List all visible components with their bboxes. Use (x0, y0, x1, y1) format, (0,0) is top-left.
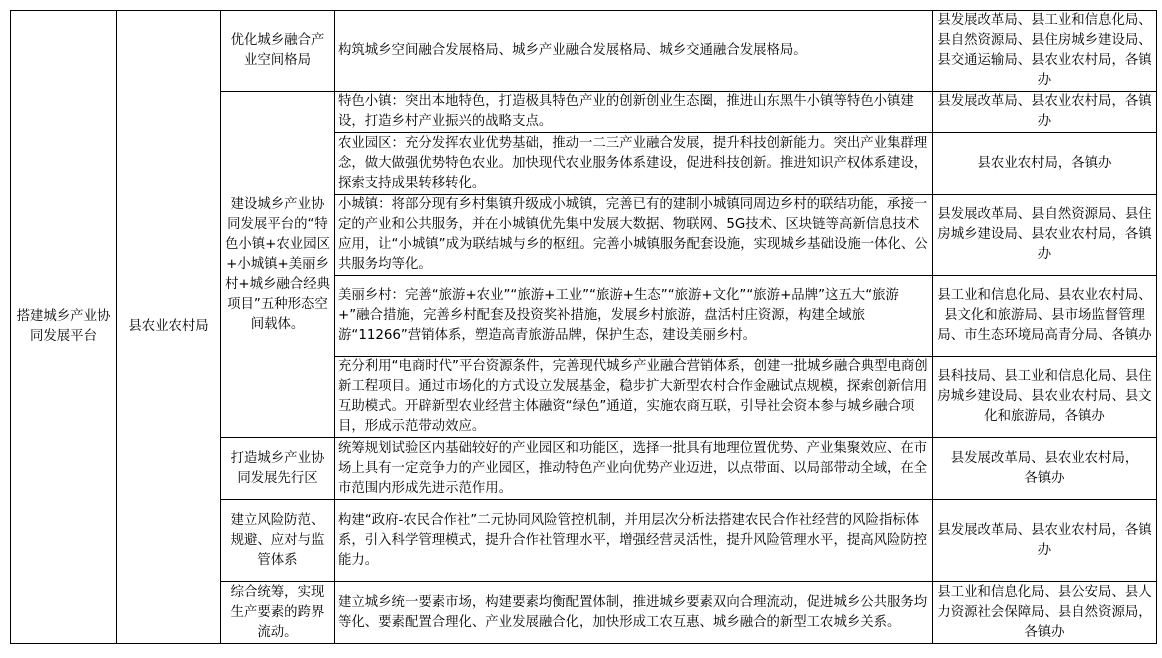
department-cell: 县发展改革局、县自然资源局、县住房城乡建设局、县农业农村局，各镇办 (933, 195, 1157, 276)
content-cell: 建立城乡统一要素市场，构建要素均衡配置体制，推进城乡要素双向合理流动，促进城乡公共服务均等化、要素配置合理化、产业发展融合化，加快形成工农互惠、城乡融合的新型工农城乡关系。 (335, 582, 933, 644)
content-cell: 美丽乡村：完善“旅游+农业”“旅游+工业”“旅游+生态”“旅游+文化”“旅游+品牌”这五大“旅游+”融合措施，完善乡村配套及投资奖补措施，发展乡村旅游，盘活村庄资源，构建全域旅游“11266”营销体系，塑造高青旅游品牌，保护生态，建设美丽乡村。 (335, 276, 933, 357)
content-cell: 特色小镇：突出本地特色，打造极具特色产业的创新创业生态圈，推进山东黑牛小镇等特色小镇建设，打造乡村产业振兴的战略支点。 (335, 92, 933, 133)
department-cell: 县工业和信息化局、县公安局、县人力资源社会保障局、县自然资源局，各镇办 (933, 582, 1157, 644)
department-cell: 县发展改革局、县农业农村局，各镇办 (933, 92, 1157, 133)
department-text: 各镇办 (1024, 470, 1065, 486)
measure-cell: 优化城乡融合产业空间格局 (221, 11, 335, 92)
department-cell: 县农业农村局，各镇办 (933, 133, 1157, 195)
policy-table (10, 10, 1157, 644)
table-row (11, 11, 1157, 92)
content-cell: 统筹规划试验区内基础较好的产业园区和功能区，选择一批具有地理位置优势、产业集聚效应、在市场上具有一定竞争力的产业园区，推动特色产业向优势产业迈进，以点带面、以局部带动全域，在全市范围内形成先进示范作用。 (335, 438, 933, 500)
measure-cell: 建设城乡产业协同发展平台的“特色小镇+农业园区+小城镇+美丽乡村+城乡融合经典项目”五种形态空间载体。 (221, 92, 335, 438)
content-cell: 小城镇：将部分现有乡村集镇升级成小城镇，完善已有的建制小城镇同周边乡村的联结功能，承接一定的产业和公共服务，并在小城镇优先集中发展大数据、物联网、5G技术、区块链等高新信息技术应用，让“小城镇”成为联结城与乡的枢纽。完善小城镇服务配套设施，实现城乡基础设施一体化、公共服务均等化。 (335, 195, 933, 276)
measure-cell: 打造城乡产业协同发展先行区 (221, 438, 335, 500)
department-text: 县发展改革局、县农业农村局， (950, 450, 1139, 466)
department-cell: 县发展改革局、县工业和信息化局、县自然资源局、县住房城乡建设局、县交通运输局、县农业农村局，各镇办 (933, 11, 1157, 92)
department-cell: 县工业和信息化局、县农业农村局、县文化和旅游局、县市场监督管理局、市生态环境局高青分局、各镇办 (933, 276, 1157, 357)
platform-cell: 搭建城乡产业协同发展平台 (11, 11, 117, 644)
content-cell: 构建“政府-农民合作社”二元协同风险管控机制，并用层次分析法搭建农民合作社经营的风险指标体系，引入科学管理模式，提升合作社管理水平，增强经营灵活性，提升风险管理水平，提高风险防控能力。 (335, 500, 933, 582)
content-cell: 充分利用“电商时代”平台资源条件，完善现代城乡产业融合营销体系，创建一批城乡融合典型电商创新工程项目。通过市场化的方式设立发展基金，稳步扩大新型农村合作金融试点规模，探索创新信用互助模式。开辟新型农业经营主体融资“绿色”通道，实施农商互联，引导社会资本参与城乡融合项目，形成示范带动效应。 (335, 357, 933, 438)
content-cell: 构筑城乡空间融合发展格局、城乡产业融合发展格局、城乡交通融合发展格局。 (335, 11, 933, 92)
lead-department-cell: 县农业农村局 (117, 11, 221, 644)
content-cell: 农业园区：充分发挥农业优势基础，推动一二三产业融合发展，提升科技创新能力。突出产业集群理念，做大做强优势特色农业。加快现代农业服务体系建设，促进科技创新。推进知识产权体系建设，探索支持成果转移转化。 (335, 133, 933, 195)
department-cell: 县科技局、县工业和信息化局、县住房城乡建设局、县农业农村局、县文化和旅游局，各镇办 (933, 357, 1157, 438)
department-cell (933, 438, 1157, 500)
measure-cell: 建立风险防范、规避、应对与监管体系 (221, 500, 335, 582)
department-cell: 县发展改革局、县农业农村局，各镇办 (933, 500, 1157, 582)
measure-cell: 综合统筹，实现生产要素的跨界流动。 (221, 582, 335, 644)
